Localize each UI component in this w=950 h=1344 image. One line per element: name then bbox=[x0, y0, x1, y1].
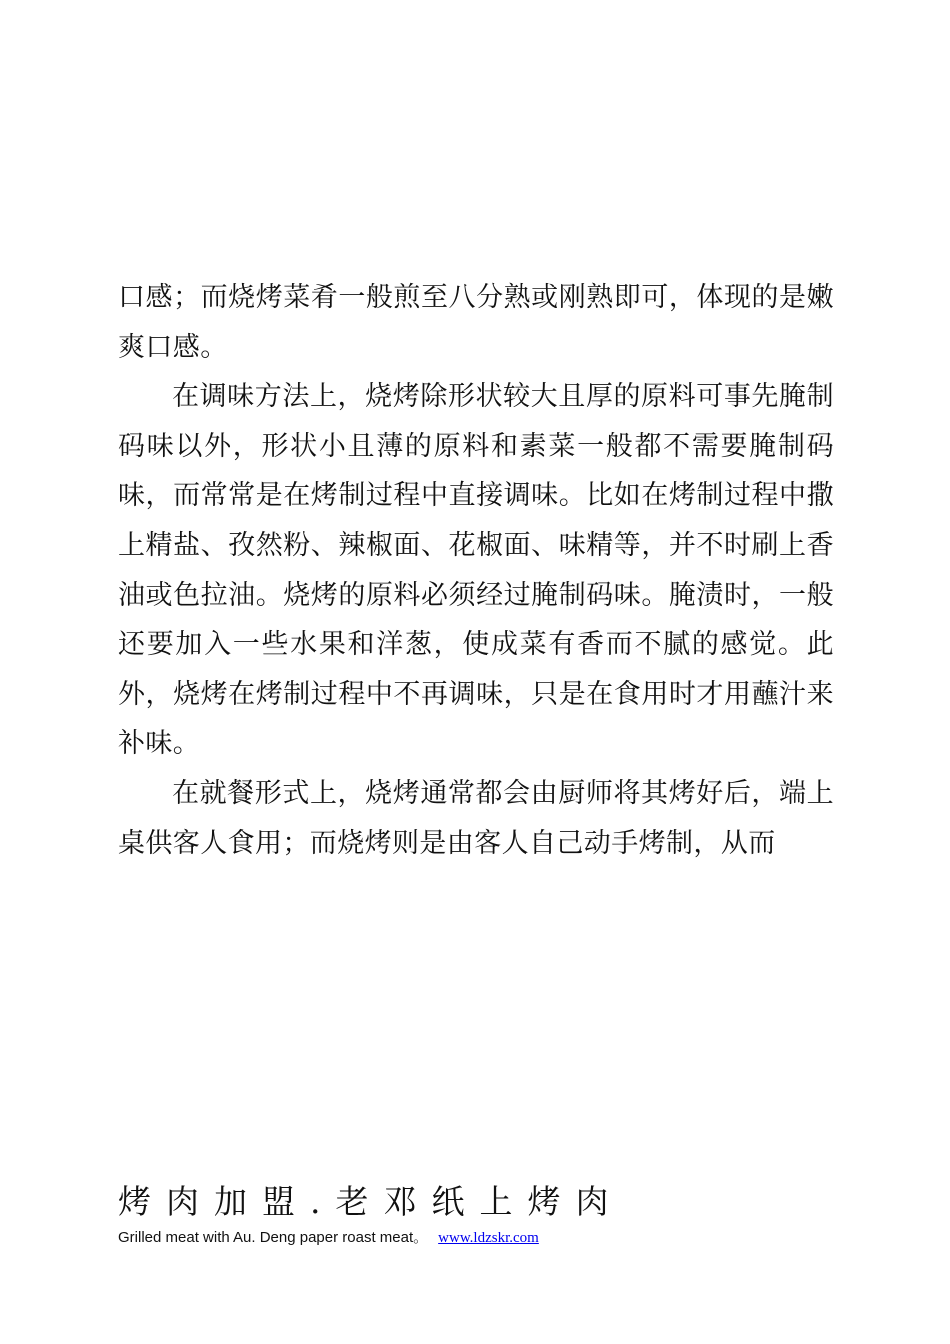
footer-subtitle-line bbox=[118, 1228, 838, 1248]
page-footer bbox=[118, 1178, 838, 1248]
body-text bbox=[118, 273, 834, 868]
footer-title: 烤肉加盟.老邓纸上烤肉 bbox=[118, 1182, 624, 1221]
paragraph-1: 口感；而烧烤菜肴一般煎至八分熟或刚熟即可，体现的是嫩爽口感。 bbox=[118, 282, 834, 363]
website-link[interactable]: www.ldzskr.com bbox=[438, 1230, 539, 1246]
footer-subtitle: Grilled meat with Au. Deng paper roast meat。 bbox=[118, 1229, 429, 1246]
paragraph-3: 在就餐形式上，烧烤通常都会由厨师将其烤好后，端上桌供客人食用；而烧烤则是由客人自己动手烤制，从而 bbox=[118, 777, 834, 859]
paragraph-2: 在调味方法上，烧烤除形状较大且厚的原料可事先腌制码味以外，形状小且薄的原料和素菜一般都不需要腌制码味，而常常是在烤制过程中直接调味。比如在烤制过程中撒上精盐、孜然粉、辣椒面、花椒面、味精等，并不时刷上香油或色拉油。烧烤的原料必须经过腌制码味。腌渍时，一般还要加入一些水果和洋葱，使成菜有香而不腻的感觉。此外，烧烤在烤制过程中不再调味，只是在食用时才用蘸汁来补味。 bbox=[118, 381, 834, 760]
